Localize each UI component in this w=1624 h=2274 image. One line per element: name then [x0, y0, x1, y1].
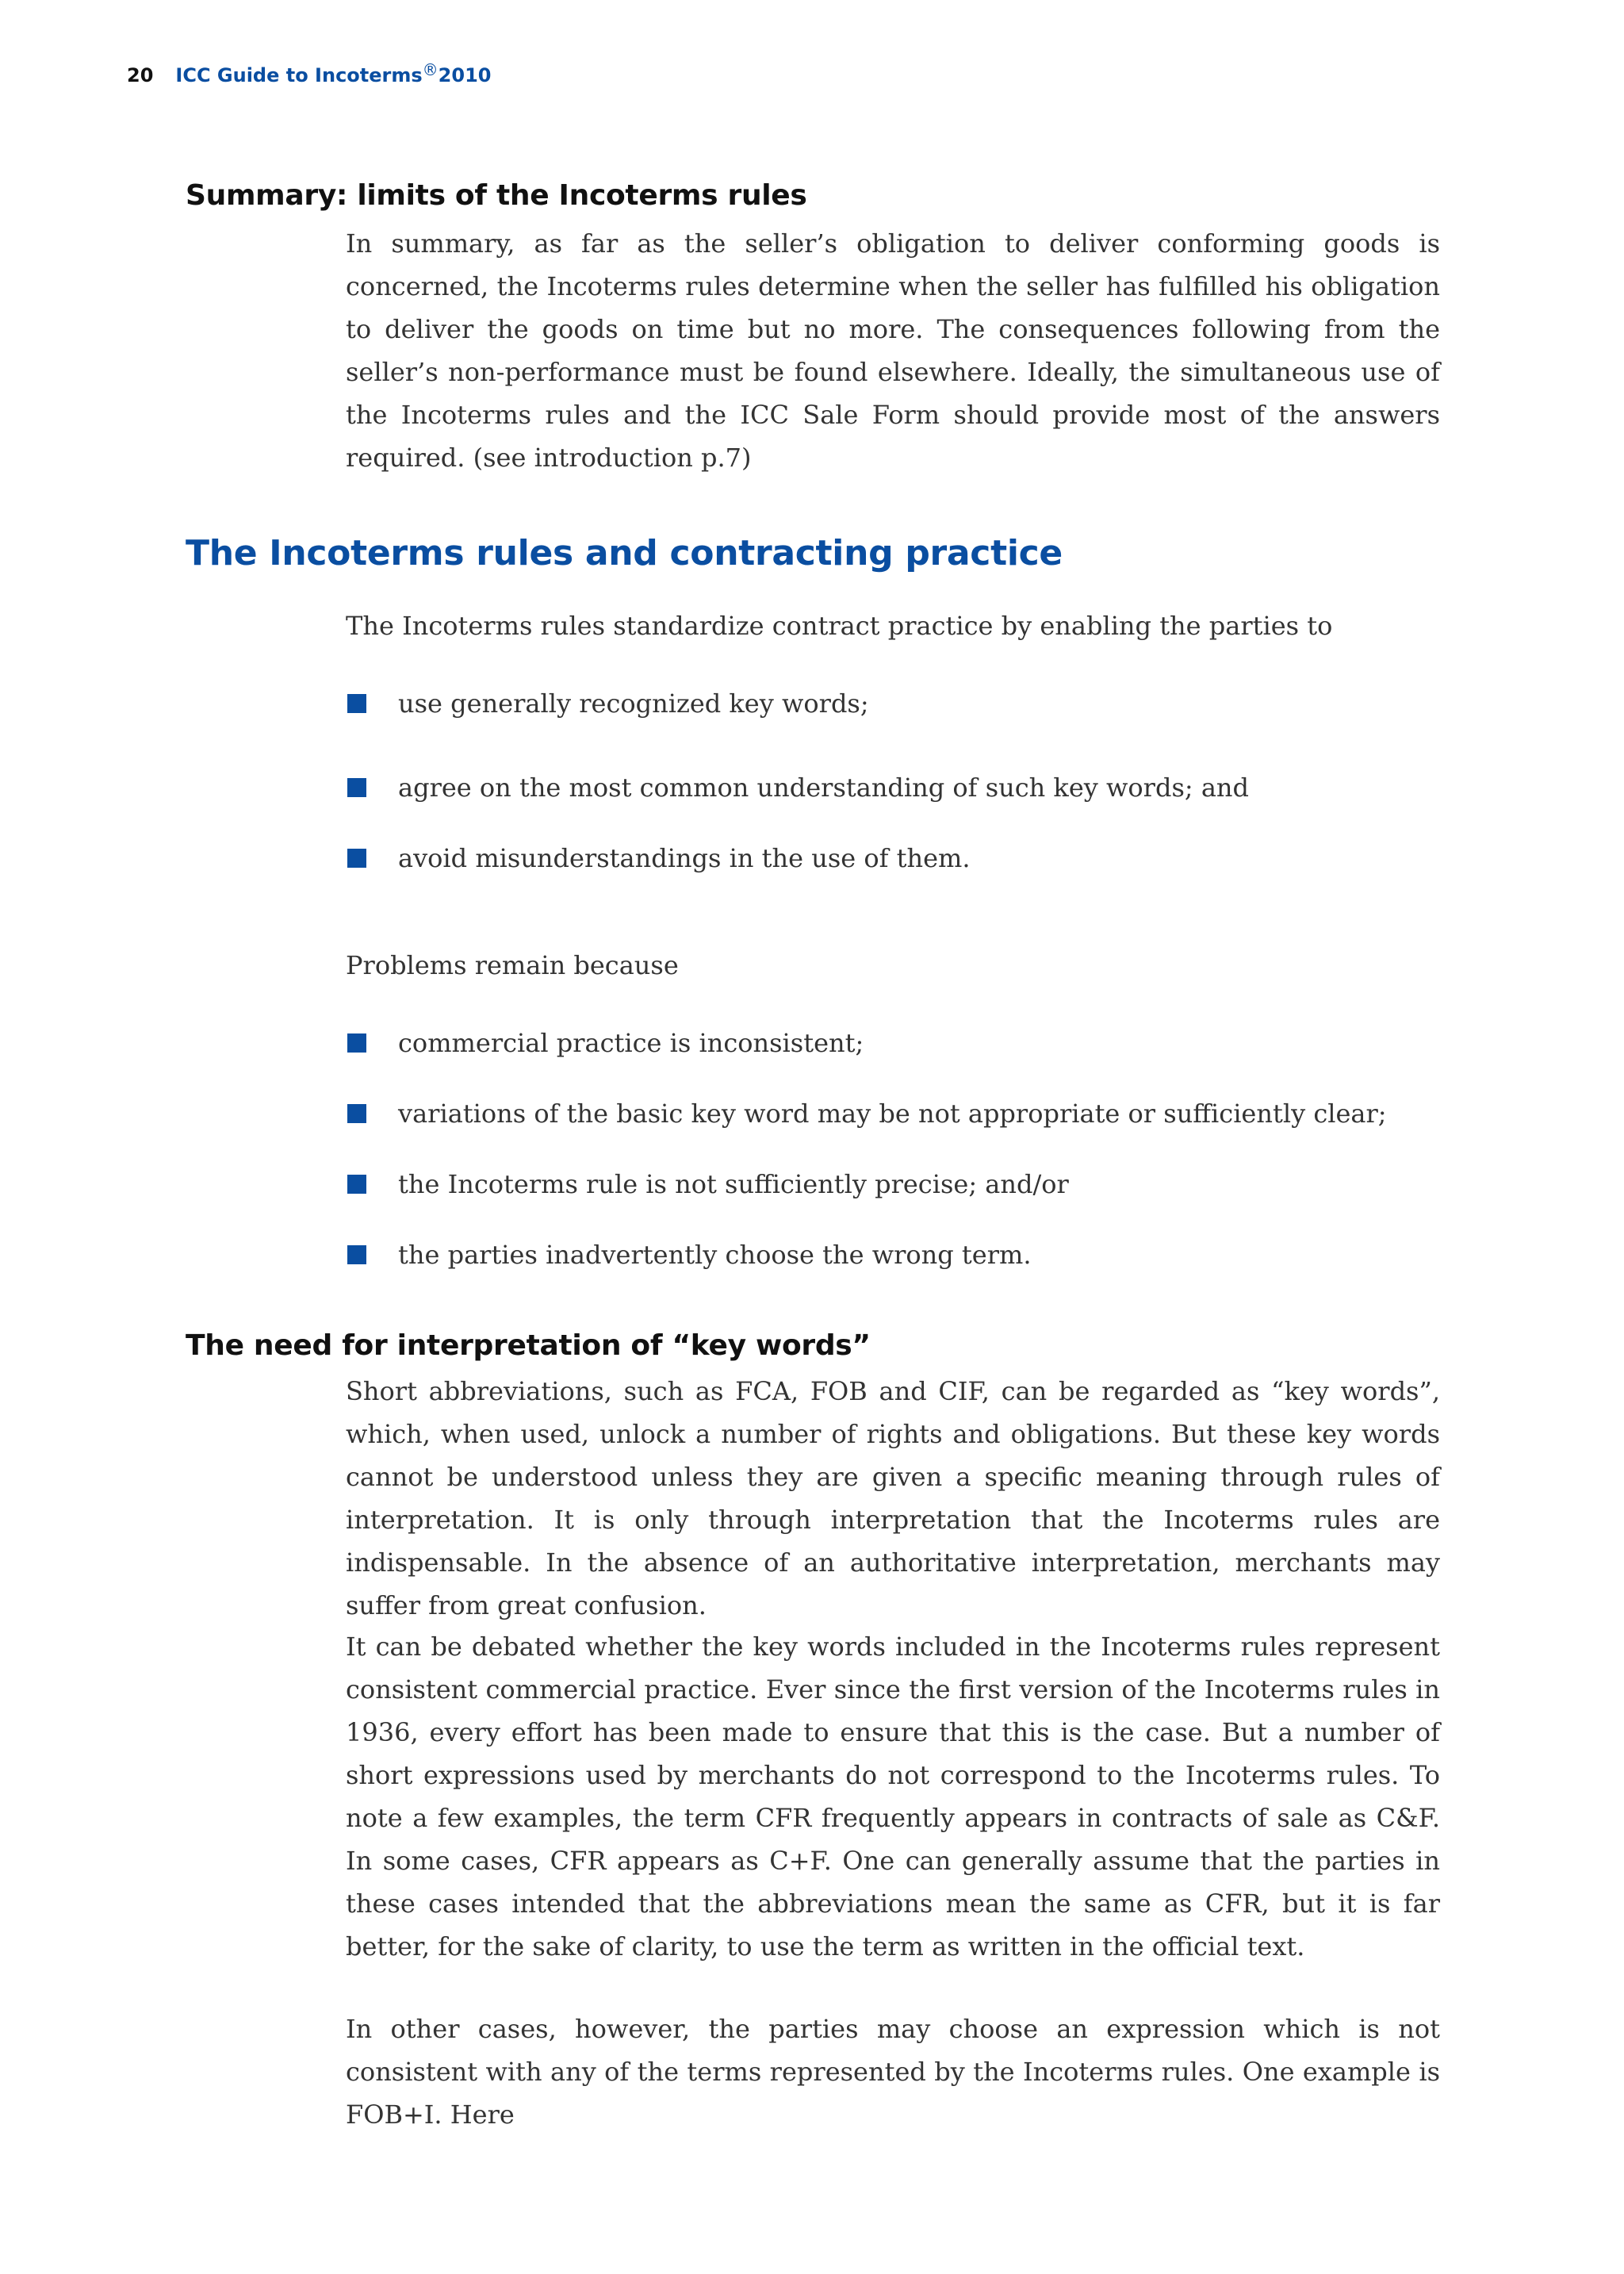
book-title: ICC Guide to Incoterms [175, 64, 423, 86]
registered-mark: ® [422, 60, 439, 79]
bullet-square-icon [347, 1104, 366, 1123]
page-number: 20 [127, 64, 154, 86]
bullet-square-icon [347, 849, 366, 868]
book-year: 2010 [438, 64, 492, 86]
list-item: avoid misunderstandings in the use of them. [347, 837, 1442, 880]
list-item: agree on the most common understanding of such key words; and [347, 766, 1442, 809]
list-item: commercial practice is inconsistent; [347, 1022, 1442, 1064]
key-words-paragraph-2: It can be debated whether the key words included in the Incoterms rules represent consistent commercial practice. Ever since the first version of the Incoterms rules in 1936, every effort has been made to ensure that this is the case. But a number of short expressions used by merchants do not correspond to the Incoterms rules. To note a few examples, the term CFR frequently appears in contracts of sale as C&F. In some cases, CFR appears as C+F. One can generally assume that the parties in these cases intended that the abbreviations mean the same as CFR, but it is far better, for the sake of clarity, to use the term as written in the official text. [346, 1632, 1440, 1961]
list-item: use generally recognized key words; [347, 682, 1442, 725]
key-words-heading: The need for interpretation of “key words” [186, 1329, 871, 1362]
list-item: variations of the basic key word may be not appropriate or sufficiently clear; [347, 1092, 1442, 1135]
running-header [127, 60, 491, 86]
list-item: the Incoterms rule is not sufficiently precise; and/or [347, 1163, 1442, 1206]
contracting-intro: The Incoterms rules standardize contract practice by enabling the parties to [346, 611, 1333, 641]
bullet-square-icon [347, 1033, 366, 1053]
key-words-paragraph-1: Short abbreviations, such as FCA, FOB and CIF, can be regarded as “key words”, which, when used, unlock a number of rights and obligations. But these key words cannot be understood unless they are given a specific meaning through rules of interpretation. It is only through interpretation that the Incoterms rules are indispensable. In the absence of an authoritative interpretation, merchants may suffer from great confusion. [346, 1376, 1440, 1620]
summary-heading: Summary: limits of the Incoterms rules [186, 179, 807, 212]
key-words-paragraph-3: In other cases, however, the parties may choose an expression which is not consistent with any of the terms represented by the Incoterms rules. One example is FOB+I. Here [346, 2014, 1440, 2130]
bullet-square-icon [347, 1245, 366, 1264]
bullet-square-icon [347, 778, 366, 797]
summary-paragraph: In summary, as far as the seller’s obligation to deliver conforming goods is concerned, the Incoterms rules determine when the seller has fulfilled his obligation to deliver the goods on time but no more. The consequences following from the seller’s non-performance must be found elsewhere. Ideally, the simultaneous use of the Incoterms rules and the ICC Sale Form should provide most of the answers required. (see introduction p.7) [346, 228, 1440, 473]
contracting-practice-heading: The Incoterms rules and contracting practice [186, 533, 1063, 573]
list-item: the parties inadvertently choose the wrong term. [347, 1233, 1442, 1276]
problems-intro: Problems remain because [346, 950, 679, 980]
bullet-square-icon [347, 1175, 366, 1194]
bullet-square-icon [347, 694, 366, 713]
